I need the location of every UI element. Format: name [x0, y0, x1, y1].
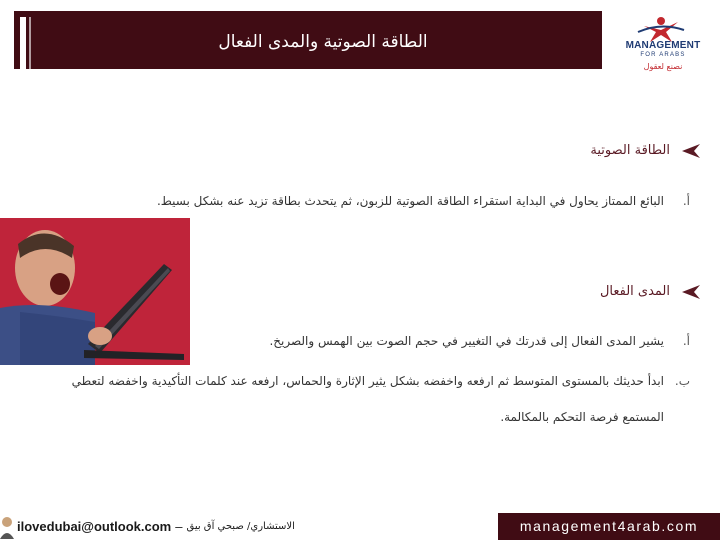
item-text: البائع الممتاز يحاول في البداية استقراء الطاقة الصوتية للزبون، ثم يتحدث بطاقة تزيد عنه بشكل بسيط. — [156, 194, 664, 208]
arrowhead-icon — [682, 144, 700, 158]
item-marker: أ. — [682, 334, 690, 348]
logo-main-text: MANAGEMENT — [625, 40, 701, 51]
slide-title: الطاقة الصوتية والمدى الفعال — [218, 32, 428, 52]
list-item — [157, 194, 690, 208]
item-text-continuation: المستمع فرصة التحكم بالمكالمة. — [500, 410, 664, 424]
arrowhead-icon — [682, 285, 700, 299]
item-marker: أ. — [682, 194, 690, 208]
section-heading-text: المدى الفعال — [599, 284, 670, 299]
footer-website: management4arab.com — [498, 513, 720, 540]
item-text: يشير المدى الفعال إلى قدرتك في التغيير في حجم الصوت بين الهمس والصريخ. — [269, 334, 664, 348]
footer-separator: – — [175, 519, 183, 534]
section-heading-text: الطاقة الصوتية — [590, 143, 670, 158]
item-marker: ب. — [674, 374, 690, 388]
title-accent-line — [29, 17, 31, 69]
footer-author: الاستشاري/ صبحي آق بيق — [186, 521, 295, 532]
management-logo-icon — [636, 16, 686, 42]
avatar — [0, 515, 14, 539]
list-item — [72, 374, 690, 388]
shouting-man-laptop-photo — [0, 218, 190, 365]
list-item — [269, 334, 690, 348]
footer-email: ilovedubai@outlook.com — [17, 519, 172, 534]
title-bar — [14, 11, 602, 69]
logo — [614, 8, 712, 76]
logo-tagline: نصنع لعقول — [643, 62, 683, 71]
logo-sub-text: FOR ARABS — [640, 52, 686, 58]
footer-left — [0, 513, 340, 540]
title-accent-bar — [20, 17, 26, 69]
section-heading-voice-energy — [590, 143, 700, 158]
section-heading-effective-range — [600, 284, 700, 299]
item-text: ابدأ حديثك بالمستوى المتوسط ثم ارفعه واخفضه بشكل يثير الإثارة والحماس، ارفعه عند كلمات التأكيدية واخفضه لتعطي — [71, 374, 664, 388]
